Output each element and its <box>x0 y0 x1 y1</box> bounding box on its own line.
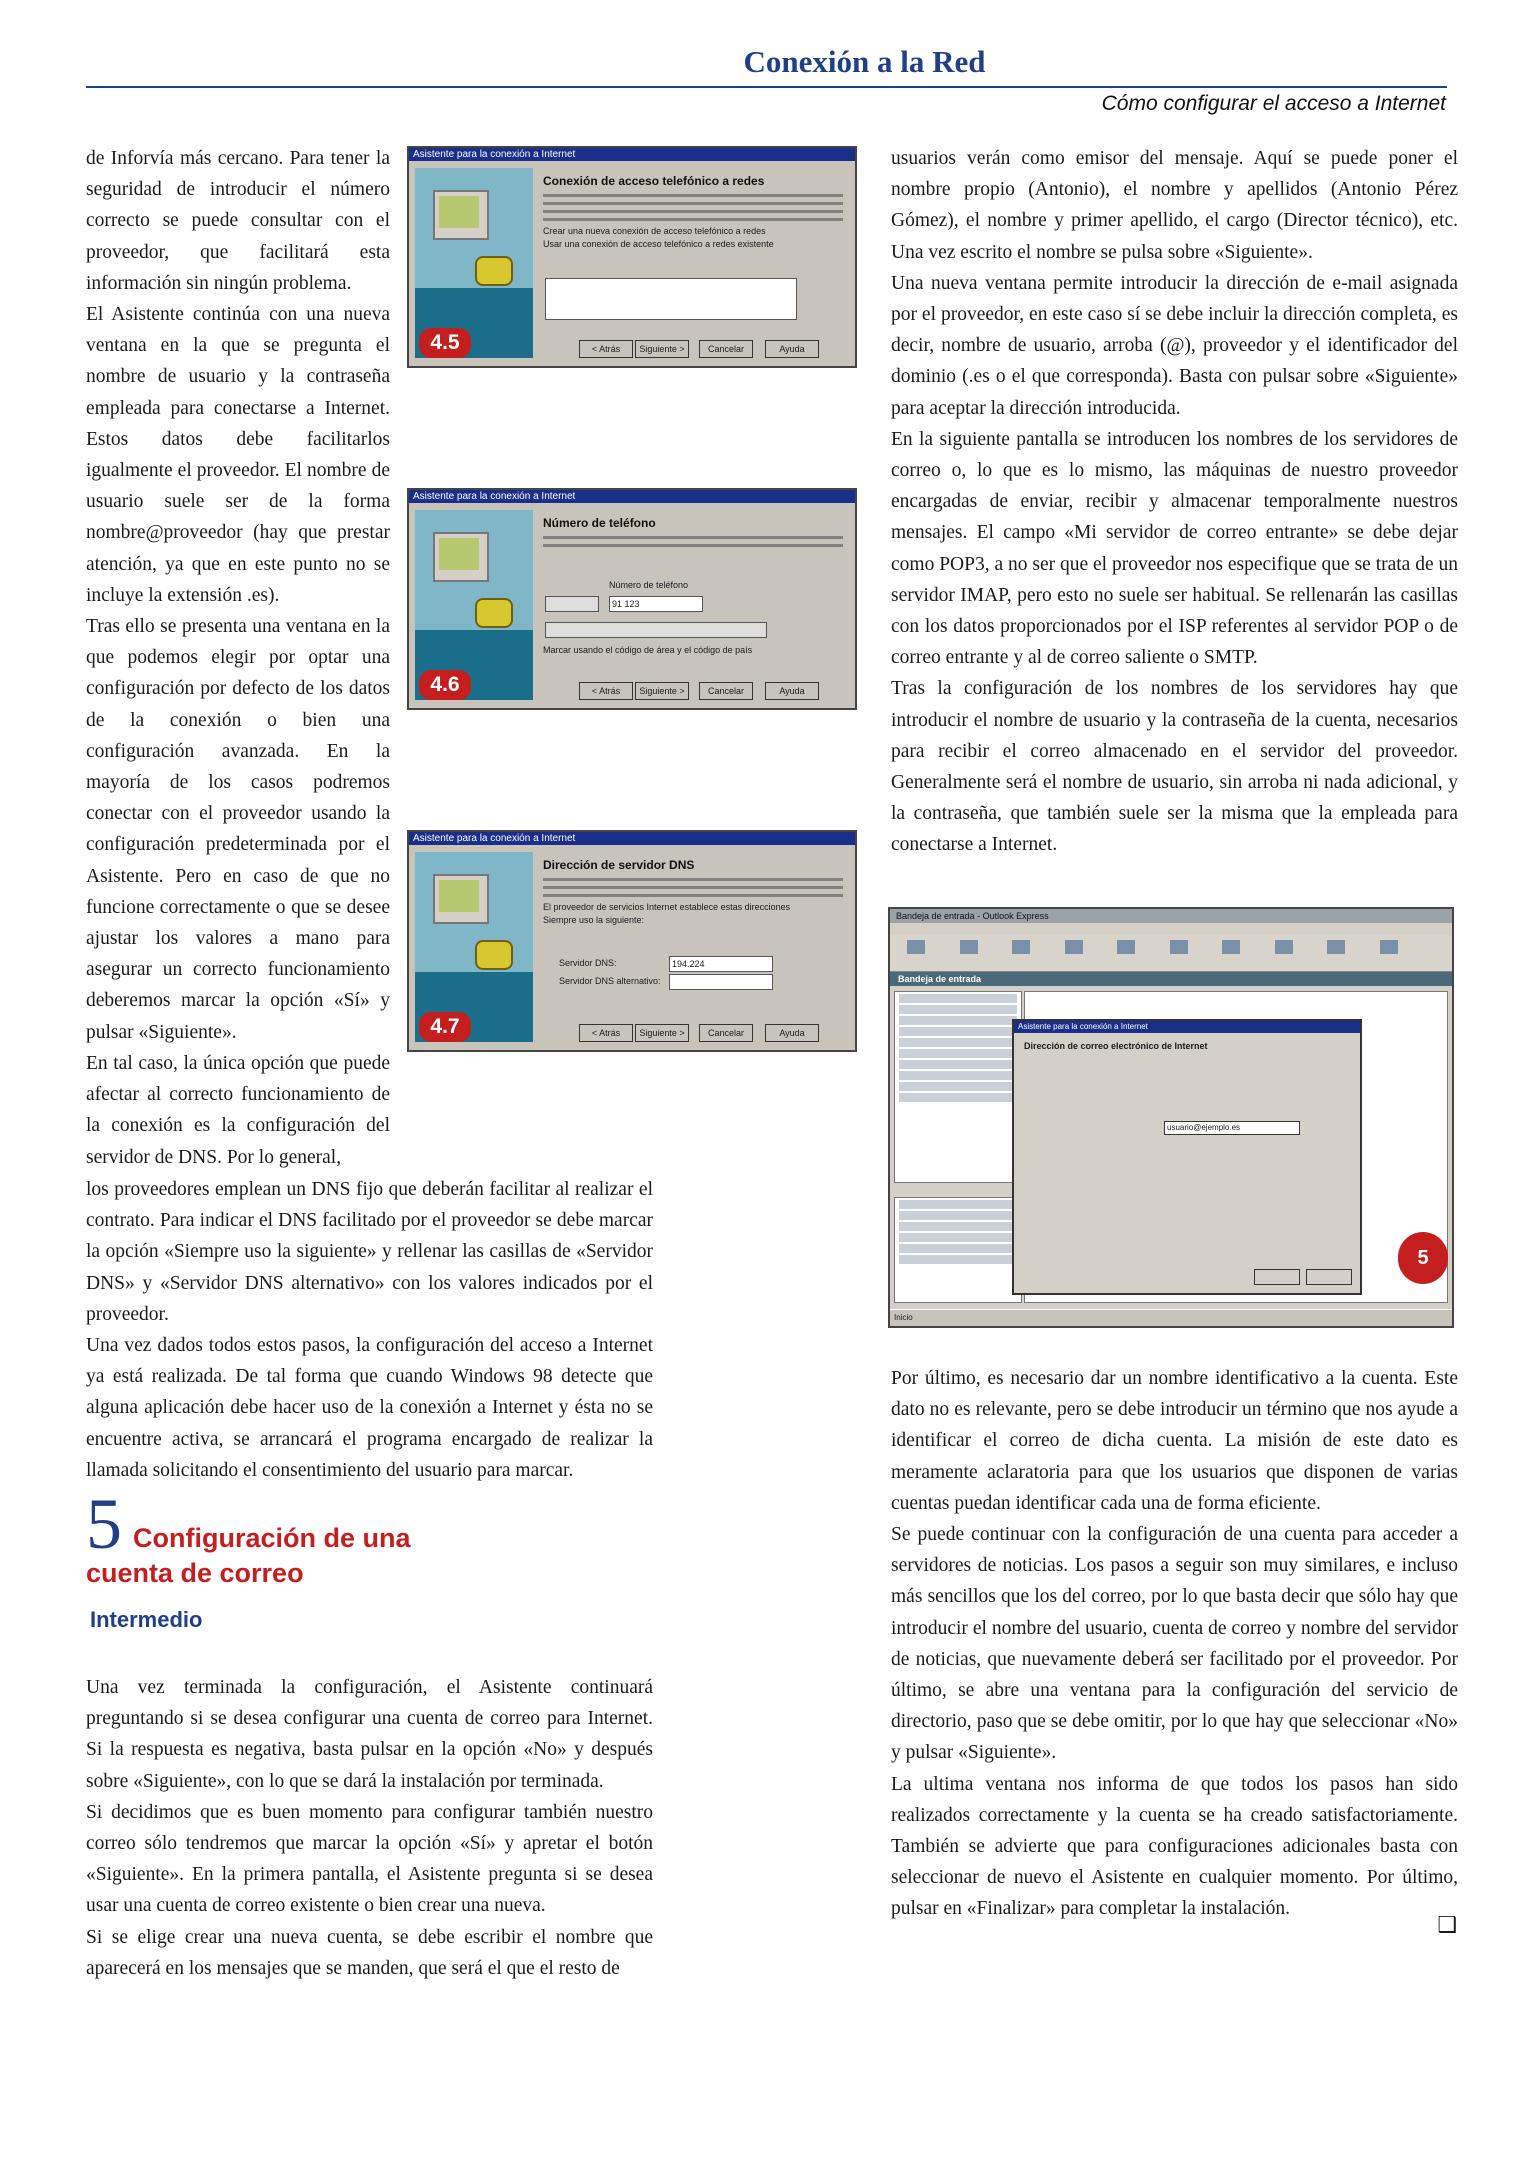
dialog-content <box>539 510 847 664</box>
toolbar <box>890 935 1452 972</box>
cancel-button[interactable]: Cancelar <box>699 682 753 700</box>
start-button[interactable]: Inicio <box>894 1313 913 1322</box>
toolbar-button[interactable] <box>894 938 938 968</box>
section-title-line1: Configuración de una <box>133 1523 411 1553</box>
left-column-mid <box>86 1174 653 1486</box>
paragraph: Por último, es necesario dar un nombre identificativo a la cuenta. Este dato no es relevante, pero se debe introducir un término que nos ayude a identificar el correo de dicha cuenta. La misión de este dato es meramente aclaratoria para que los usuarios que disponen de varias cuentas puedan identificar cada una de forma eficiente. <box>891 1368 1458 1514</box>
help-button[interactable]: Ayuda <box>765 340 819 358</box>
dialog-titlebar: Asistente para la conexión a Internet <box>1014 1021 1360 1033</box>
paragraph: En la siguiente pantalla se introducen los nombres de los servidores de correo o, lo que es lo mismo, las máquinas de nuestro proveedor encargadas de enviar, recibir y almacenar temporalmente nuestros mensajes. El campo «Mi servidor de correo entrante» se debe dejar como POP3, a no ser que el proveedor nos especifique que se trata de un servidor IMAP, pero esto no suele ser habitual. Se rellenarán las casillas con los datos proporcionados por el ISP referentes al servidor POP o de correo entrante y al de correo saliente o SMTP. <box>891 428 1458 669</box>
dns-label: Servidor DNS: <box>559 958 617 968</box>
toolbar-button[interactable] <box>947 938 991 968</box>
folder-band: Bandeja de entrada <box>890 972 1452 986</box>
telephone-icon <box>475 598 513 628</box>
paragraph: Una nueva ventana permite introducir la dirección de e-mail asignada por el proveedor, en este caso sí se debe incluir la dirección completa, es decir, nombre de usuario, arroba (@), proveedor y el identificador del dominio (.es o el que corresponda). Basta con pulsar sobre «Siguiente» para aceptar la dirección introducida. <box>891 272 1458 419</box>
left-column-top <box>86 143 390 1173</box>
next-button[interactable]: Siguiente > <box>635 682 689 700</box>
running-header-subtitle: Cómo configurar el acceso a Internet <box>1101 92 1446 115</box>
dialog-heading: Dirección de servidor DNS <box>543 858 695 872</box>
radio-option[interactable]: Siempre uso la siguiente: <box>543 915 645 925</box>
figure-4-7-dialog <box>407 830 857 1052</box>
area-code-field[interactable] <box>545 596 599 612</box>
left-column-bottom <box>86 1672 653 1984</box>
help-button[interactable]: Ayuda <box>765 682 819 700</box>
menu-bar <box>890 923 1452 935</box>
dialog-titlebar: Asistente para la conexión a Internet <box>409 832 855 845</box>
paragraph: Una vez dados todos estos pasos, la configuración del acceso a Internet ya está realizada. De tal forma que cuando Windows 98 detecte que alguna aplicación debe hacer uso de la conexión a Internet y ésta no se encuentre activa, se arrancará el programa encargado de realizar la llamada solicitando el consentimiento del usuario para marcar. <box>86 1335 653 1481</box>
dns-alt-label: Servidor DNS alternativo: <box>559 976 661 986</box>
paragraph: La ultima ventana nos informa de que todos los pasos han sido realizados correctamente y la cuenta se ha creado satisfactoriamente. También se advierte que para configuraciones adicionales basta con seleccionar de nuevo el Asistente en cualquier momento. Por último, pulsar en «Finalizar» para completar la instalación. <box>891 1773 1458 1920</box>
help-button[interactable]: Ayuda <box>765 1024 819 1042</box>
header-rule <box>86 86 1447 88</box>
figure-4-5-dialog <box>407 146 857 368</box>
window-titlebar: Bandeja de entrada - Outlook Express <box>890 909 1452 923</box>
difficulty-level: Intermedio <box>90 1607 203 1632</box>
paragraph: Se puede continuar con la configuración de una cuenta para acceder a servidores de noticias. Los pasos a seguir son muy similares, e incluso más sencillos que los del correo, por lo que basta decir que sólo hay que introducir el nombre del usuario, cuenta de correo y nombre del servidor de noticias, que nuevamente deberá ser facilitado por el proveedor. Por último, se abre una ventana para la configuración del servicio de directorio, paso que se debe omitir, por lo que hay que seleccionar «No» y pulsar «Siguiente». <box>891 1524 1458 1764</box>
paragraph: Tras la configuración de los nombres de los servidores hay que introducir el nombre de usuario y la contraseña de la cuenta, necesarios para recibir el correo almacenado en el servidor del proveedor. Generalmente será el nombre de usuario, sin arroba ni nada adicional, y la contraseña, que también suele ser la misma que la empleada para conectarse a Internet. <box>891 678 1458 856</box>
paragraph: Una vez terminada la configuración, el Asistente continuará preguntando si se desea configurar una cuenta de correo para Internet. Si la respuesta es negativa, basta pulsar en la opción «No» y después sobre «Siguiente», con lo que se dará la instalación por terminada. <box>86 1677 653 1792</box>
contacts-pane[interactable] <box>894 1197 1022 1303</box>
toolbar-button[interactable] <box>1157 938 1201 968</box>
dialog-heading: Conexión de acceso telefónico a redes <box>543 174 765 188</box>
toolbar-button[interactable] <box>1104 938 1148 968</box>
paragraph: El Asistente continúa con una nueva ventana en la que se pregunta el nombre de usuario y la contraseña empleada para conectarse a Internet. Estos datos debe facilitarlos igualmente el proveedor. El nombre de usuario suele ser de la forma nombre@proveedor (hay que prestar atención, ya que en este punto no se incluye la extensión .es). <box>86 304 390 606</box>
radio-option[interactable]: Usar una conexión de acceso telefónico a redes existente <box>543 239 774 249</box>
dns-field[interactable]: 194.224 <box>669 956 773 972</box>
taskbar <box>890 1309 1452 1326</box>
toolbar-button[interactable] <box>1052 938 1096 968</box>
next-button[interactable]: Siguiente > <box>635 1024 689 1042</box>
back-button[interactable]: < Atrás <box>579 682 633 700</box>
figure-label: 4.6 <box>419 670 471 700</box>
paragraph: Si se elige crear una nueva cuenta, se debe escribir el nombre que aparecerá en los mensajes que se manden, que será el que el resto de <box>86 1926 653 1979</box>
dns-alt-field[interactable] <box>669 974 773 990</box>
toolbar-button[interactable] <box>1209 938 1253 968</box>
paragraph: En tal caso, la única opción que puede afectar al correcto funcionamiento de la conexión es la configuración del servidor de DNS. Por lo general, <box>86 1052 390 1168</box>
toolbar-button[interactable] <box>999 938 1043 968</box>
radio-option[interactable]: El proveedor de servicios Internet establece estas direcciones <box>543 902 791 912</box>
back-button[interactable]: < Atrás <box>579 340 633 358</box>
section-title-line2: cuenta de correo <box>86 1558 304 1588</box>
country-select[interactable] <box>545 622 767 638</box>
figure-label: 5 <box>1398 1232 1448 1284</box>
next-button[interactable] <box>1254 1269 1300 1285</box>
dialog-heading: Número de teléfono <box>543 516 656 530</box>
country-code-checkbox[interactable]: Marcar usando el código de área y el código de país <box>543 645 753 655</box>
dialog-content <box>539 168 847 322</box>
paragraph: de Inforvía más cercano. Para tener la seguridad de introducir el número correcto se puede consultar con el proveedor, que facilitará esta información sin ningún problema. <box>86 148 390 294</box>
dialog-titlebar: Asistente para la conexión a Internet <box>409 490 855 503</box>
cancel-button[interactable]: Cancelar <box>699 340 753 358</box>
paragraph: Si decidimos que es buen momento para configurar también nuestro correo sólo tendremos que marcar la opción «Sí» y apretar el botón «Siguiente». En la primera pantalla, el Asistente pregunta si se desea usar una cuenta de correo existente o bien crear una nueva. <box>86 1801 653 1917</box>
right-column-bottom <box>891 1363 1458 1925</box>
figure-4-6-dialog <box>407 488 857 710</box>
toolbar-button[interactable] <box>1314 938 1358 968</box>
account-wizard-dialog <box>1012 1019 1362 1295</box>
figure-label: 4.7 <box>419 1012 471 1042</box>
telephone-icon <box>475 940 513 970</box>
folder-tree[interactable] <box>894 991 1022 1183</box>
toolbar-button[interactable] <box>1367 938 1411 968</box>
right-column-top <box>891 143 1458 861</box>
phone-number-field[interactable]: 91 123 <box>609 596 703 612</box>
radio-option[interactable]: Crear una nueva conexión de acceso telefónico a redes <box>543 226 766 236</box>
paragraph: usuarios verán como emisor del mensaje. Aquí se puede poner el nombre propio (Antonio), el nombre y apellidos (Antonio Pérez Gómez), el nombre y primer apellido, el cargo (Director técnico), etc. Una vez escrito el nombre se pulsa sobre «Siguiente». <box>891 148 1458 263</box>
toolbar-button[interactable] <box>1262 938 1306 968</box>
cancel-button[interactable]: Cancelar <box>699 1024 753 1042</box>
paragraph: Tras ello se presenta una ventana en la que podemos elegir por optar una configuración por defecto de los datos de la conexión o bien una configuración avanzada. En la mayoría de los casos podremos conectar con el proveedor usando la configuración predeterminada por el Asistente. Pero en caso de que no funcione correctamente o que se desee ajustar los valores a mano para asegurar un correcto funcionamiento deberemos marcar la opción «Sí» y pulsar «Siguiente». <box>86 616 390 1043</box>
cancel-button[interactable] <box>1306 1269 1352 1285</box>
figure-5-screenshot <box>888 907 1454 1328</box>
running-header-title: Conexión a la Red <box>743 44 986 79</box>
dialog-content <box>539 852 847 1006</box>
end-of-article-mark: ❑ <box>1437 1913 1457 1938</box>
telephone-icon <box>475 256 513 286</box>
next-button[interactable]: Siguiente > <box>635 340 689 358</box>
section-number: 5 <box>86 1484 122 1564</box>
connection-list[interactable] <box>545 278 797 320</box>
field-label: Número de teléfono <box>609 580 689 590</box>
figure-label: 4.5 <box>419 328 471 358</box>
dialog-heading: Dirección de correo electrónico de Internet <box>1024 1041 1208 1051</box>
paragraph: los proveedores emplean un DNS fijo que deberán facilitar al realizar el contrato. Para indicar el DNS facilitado por el proveedor se debe marcar la opción «Siempre uso la siguiente» y rellenar las casillas de «Servidor DNS» y «Servidor DNS alternativo» con los valores indicados por el proveedor. <box>86 1179 653 1325</box>
back-button[interactable]: < Atrás <box>579 1024 633 1042</box>
dialog-titlebar: Asistente para la conexión a Internet <box>409 148 855 161</box>
email-field[interactable]: usuario@ejemplo.es <box>1164 1121 1300 1135</box>
